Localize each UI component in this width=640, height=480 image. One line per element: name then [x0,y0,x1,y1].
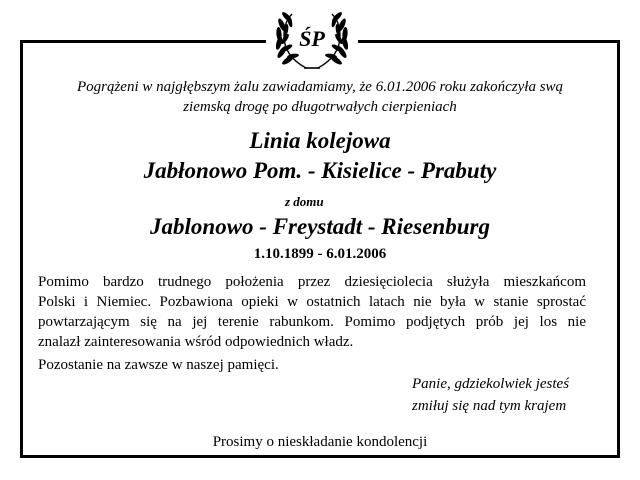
paragraph-line-2: Polski i Niemiec. Pozbawiona opieki w ostatnich latach nie była w stanie sprostać [38,294,586,310]
maiden-name: Jablonowo - Freystadt - Riesenburg [150,214,490,239]
intro-line-2: ziemską drogę po długotrwałych cierpieniach [183,99,457,115]
intro-line-1: Pogrążeni w najgłębszym żalu zawiadamiamy, że 6.01.2006 roku zakończyła swą [76,79,564,95]
memory-line: Pozostanie na zawsze w naszej pamięci. [38,357,279,373]
footer-note: Prosimy o nieskładanie kondolencji [212,434,428,450]
emblem-monogram: ŚP [299,26,325,51]
title-line-2: Jabłonowo Pom. - Kisielice - Prabuty [143,158,497,183]
title-line-1: Linia kolejowa [249,128,391,153]
paragraph-line-1: Pomimo bardzo trudnego położenia przez dziesięciolecia służyła mieszkańcom [38,274,586,290]
main-paragraph [38,272,586,352]
maiden-label: z domu [285,194,324,209]
paragraph-line-4: znalazł zainteresowania wśród odpowiednich władz. [38,334,354,350]
life-dates: 1.10.1899 - 6.01.2006 [253,246,387,262]
emblem [266,4,358,76]
paragraph-line-3: powtarzającym się na jej terenie rabunkom. Pomimo podjętych prób jej los nie [38,314,586,330]
prayer-line-2: zmiłuj się nad tym krajem [412,398,567,414]
prayer-line-1: Panie, gdziekolwiek jesteś [412,376,570,392]
